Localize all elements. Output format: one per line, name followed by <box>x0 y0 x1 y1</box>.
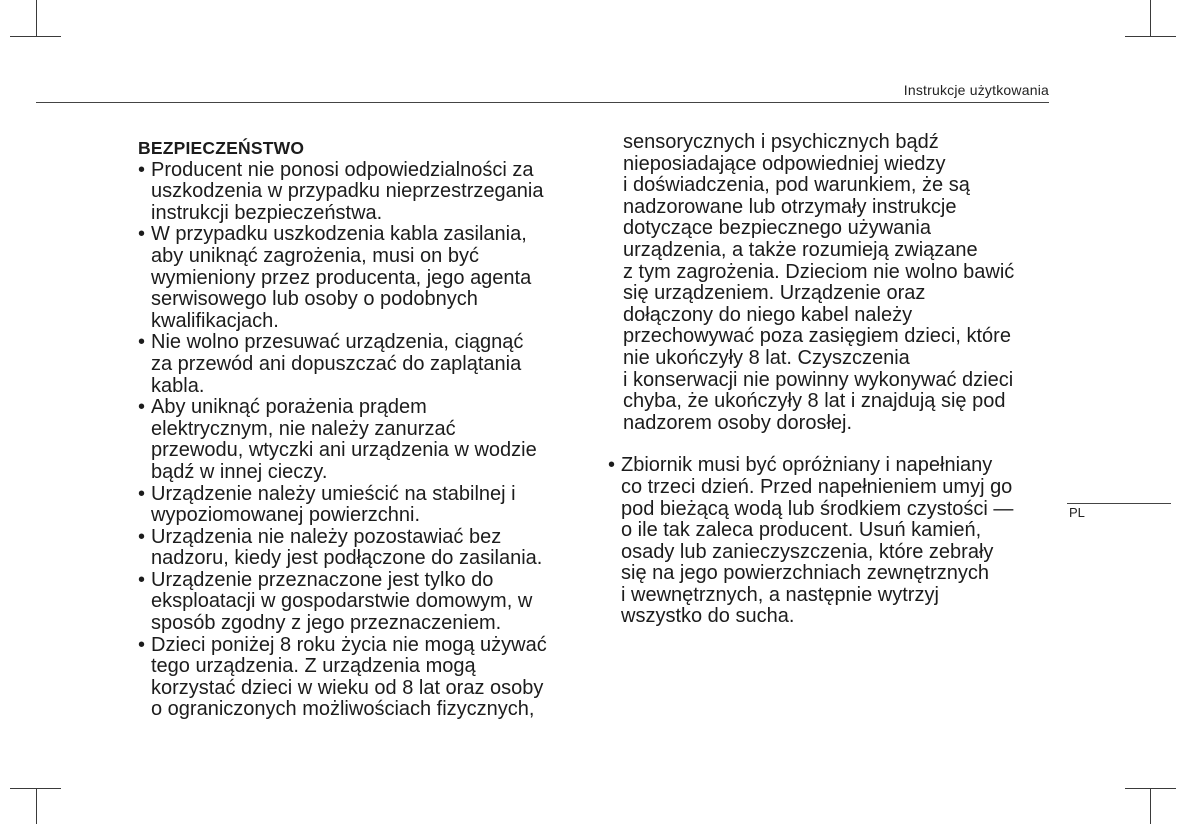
text-line: i konserwacji nie powinny wykonywać dzieci <box>623 368 1014 391</box>
crop-mark <box>1150 788 1151 824</box>
bullet-item <box>138 160 598 225</box>
text-line: osady lub zanieczyszczenia, które zebrały <box>621 540 994 563</box>
text-line: dotyczące bezpiecznego używania <box>623 217 931 240</box>
text-line: instrukcji bezpieczeństwa. <box>151 201 383 224</box>
bullet-item <box>138 332 598 397</box>
text-line: • Nie wolno przesuwać urządzenia, ciągnąć <box>151 331 524 354</box>
text-line: sposób zgodny z jego przeznaczeniem. <box>151 612 502 635</box>
text-line: serwisowego lub osoby o podobnych <box>151 288 478 311</box>
text-line: bądź w innej cieczy. <box>151 460 328 483</box>
language-tag: PL <box>1069 505 1085 520</box>
text-line: tego urządzenia. Z urządzenia mogą <box>151 655 476 678</box>
text-line: się na jego powierzchniach zewnętrznych <box>621 562 989 585</box>
left-bullet-list <box>138 160 598 721</box>
text-line: o ile tak zaleca producent. Usuń kamień, <box>621 519 982 542</box>
text-line: nadzorem osoby dorosłej. <box>623 411 853 434</box>
text-line: urządzenia, a także rozumieją związane <box>623 238 978 261</box>
text-line: • Zbiornik musi być opróżniany i napełniany <box>621 454 993 477</box>
text-line: • Dzieci poniżej 8 roku życia nie mogą używać <box>151 633 547 656</box>
bullet-item <box>608 455 1068 628</box>
bullet-item <box>138 527 598 570</box>
text-line: z tym zagrożenia. Dzieciom nie wolno bawić <box>623 260 1015 283</box>
text-line: o ograniczonych możliwościach fizycznych, <box>151 698 535 721</box>
text-line: wymieniony przez producenta, jego agenta <box>151 266 532 289</box>
crop-mark <box>36 788 37 824</box>
bullet-item <box>138 224 598 332</box>
header-rule <box>36 102 1049 103</box>
text-line: przewodu, wtyczki ani urządzenia w wodzie <box>151 439 537 462</box>
text-line: za przewód ani dopuszczać do zaplątania <box>151 352 522 375</box>
text-line: • Producent nie ponosi odpowiedzialności za <box>151 158 534 181</box>
text-line: i doświadczenia, pod warunkiem, że są <box>623 174 970 197</box>
text-line: • Urządzenie przeznaczone jest tylko do <box>151 568 494 591</box>
text-line: nie ukończyły 8 lat. Czyszczenia <box>623 346 910 369</box>
text-line: sensorycznych i psychicznych bądź <box>623 131 939 153</box>
text-line: nadzorowane lub otrzymały instrukcje <box>623 195 957 218</box>
text-line: • Aby uniknąć porażenia prądem <box>151 396 427 419</box>
crop-mark <box>1150 0 1151 36</box>
text-line: nieposiadające odpowiedniej wiedzy <box>623 152 946 175</box>
text-line: kwalifikacjach. <box>151 309 279 332</box>
right-bullet-list <box>608 455 1068 628</box>
text-line: wypoziomowanej powierzchni. <box>151 504 421 527</box>
text-line: korzystać dzieci w wieku od 8 lat oraz osoby <box>151 676 544 699</box>
left-column <box>138 138 598 721</box>
text-line: • W przypadku uszkodzenia kabla zasilania, <box>151 223 527 246</box>
text-line: • Urządzenie należy umieścić na stabilnej i <box>151 482 516 505</box>
running-header: Instrukcje użytkowania <box>903 82 1049 98</box>
text-line: elektrycznym, nie należy zanurzać <box>151 417 456 440</box>
right-column <box>608 132 1068 628</box>
crop-mark <box>1125 36 1176 37</box>
section-title: BEZPIECZEŃSTWO <box>138 138 305 158</box>
text-line: przechowywać poza zasięgiem dzieci, które <box>623 325 1011 348</box>
text-line: pod bieżącą wodą lub środkiem czystości — <box>621 497 1014 520</box>
text-line: się urządzeniem. Urządzenie oraz <box>623 282 926 305</box>
continued-paragraph <box>608 132 1068 434</box>
text-line: wszystko do sucha. <box>621 605 795 628</box>
crop-mark <box>10 36 61 37</box>
language-rule <box>1067 503 1171 504</box>
text-line: uszkodzenia w przypadku nieprzestrzegania <box>151 180 544 203</box>
text-line: chyba, że ukończyły 8 lat i znajdują się pod <box>623 390 1006 413</box>
text-line: co trzeci dzień. Przed napełnieniem umyj go <box>621 475 1013 498</box>
bullet-item <box>138 570 598 635</box>
bullet-item <box>138 397 598 483</box>
crop-mark <box>36 0 37 36</box>
bullet-item <box>138 635 598 721</box>
paragraph-gap <box>608 434 1068 455</box>
bullet-item <box>138 484 598 527</box>
text-line: • Urządzenia nie należy pozostawiać bez <box>151 525 502 548</box>
text-line: kabla. <box>151 374 205 397</box>
text-line: nadzoru, kiedy jest podłączone do zasilania. <box>151 547 543 570</box>
text-line: i wewnętrznych, a następnie wytrzyj <box>621 583 939 606</box>
text-line: dołączony do niego kabel należy <box>623 303 913 326</box>
text-line: eksploatacji w gospodarstwie domowym, w <box>151 590 533 613</box>
text-line: aby uniknąć zagrożenia, musi on być <box>151 244 479 267</box>
